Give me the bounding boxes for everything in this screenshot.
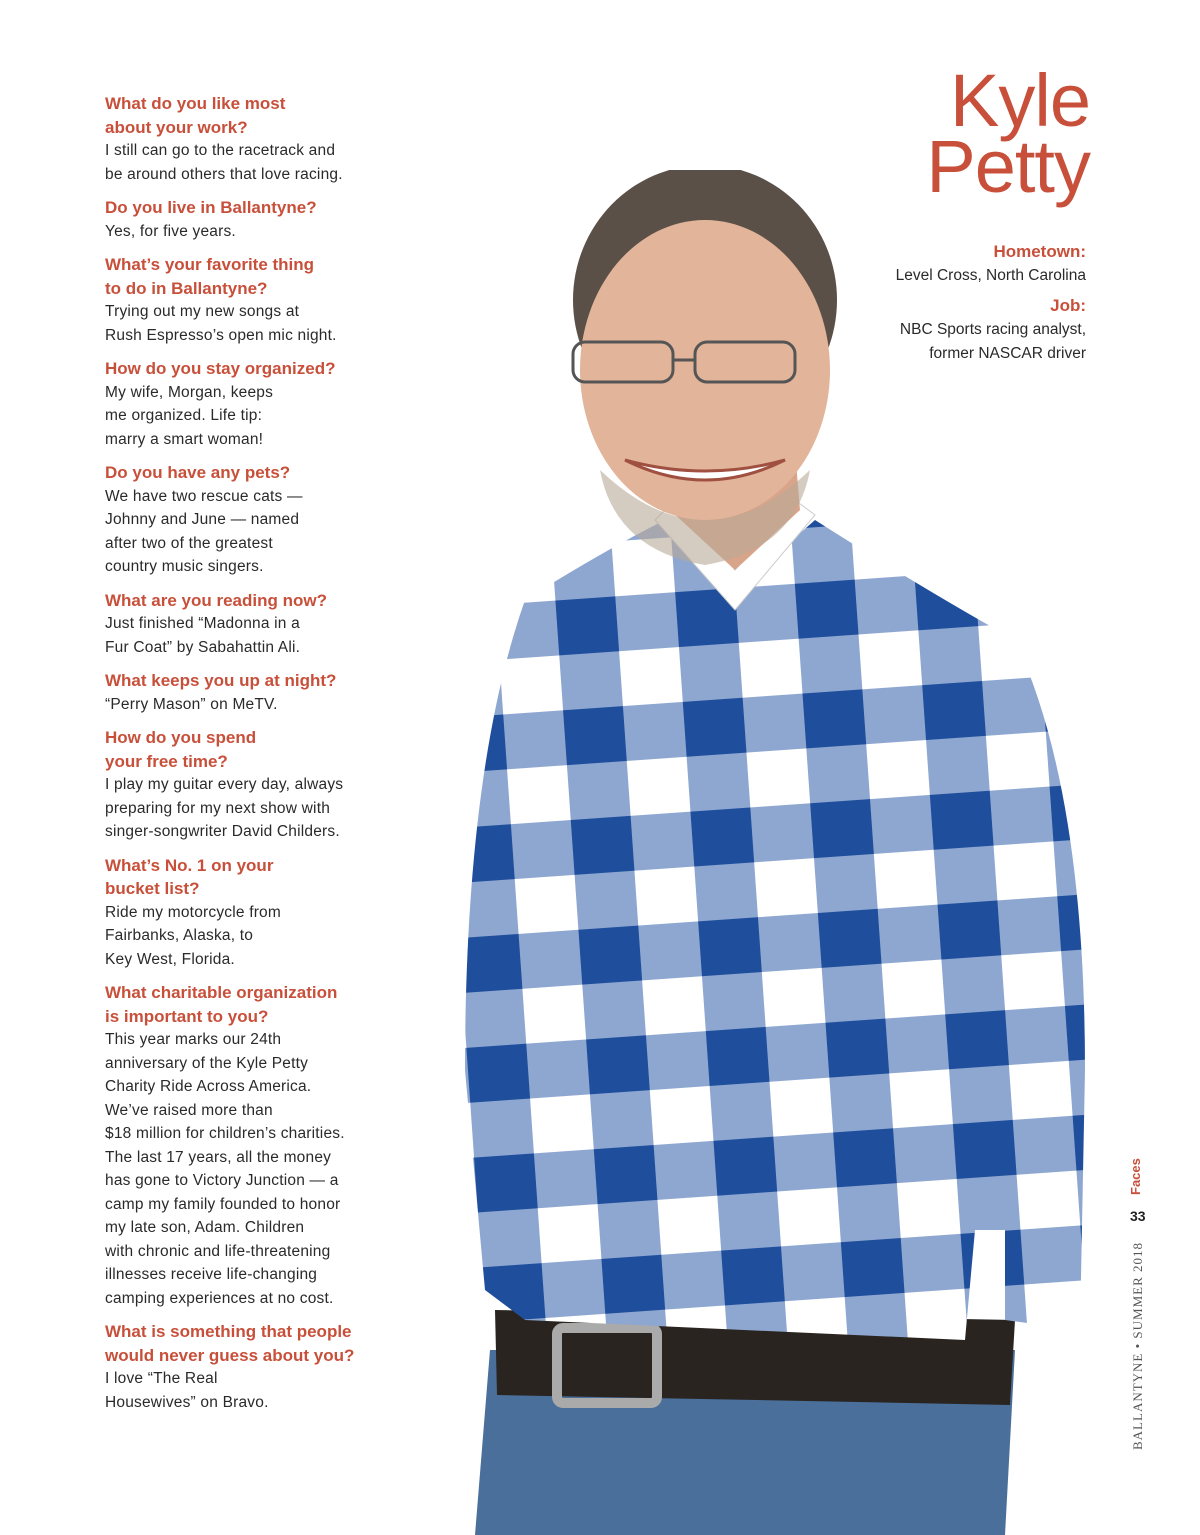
last-name: Petty (926, 125, 1090, 208)
answer: I play my guitar every day, always preparing for my next show with singer-songwriter David Childers. (105, 776, 344, 840)
question: What do you like most about your work? (105, 94, 286, 137)
qa-item (105, 461, 405, 579)
question: Do you have any pets? (105, 463, 291, 482)
question: Do you live in Ballantyne? (105, 198, 317, 217)
question: What is something that people would never guess about you? (105, 1322, 355, 1365)
page-number: 33 (1130, 1208, 1146, 1224)
answer: This year marks our 24th anniversary of the Kyle Petty Charity Ride Across America. We’ve raised more than $18 million for children’s charities. The last 17 years, all the money has gone to Victory Junction — a camp my family founded to honor my late son, Adam. Children with chronic and life-threatening illnesses receive life-changing camping experiences at no cost. (105, 1031, 345, 1307)
job-label: Job: (1050, 296, 1086, 315)
qa-item (105, 357, 405, 451)
answer: Trying out my new songs at Rush Espresso’s open mic night. (105, 303, 337, 344)
qa-item (105, 253, 405, 347)
section-label: Faces (1128, 1158, 1143, 1195)
answer: I still can go to the racetrack and be around others that love racing. (105, 142, 343, 183)
qa-item (105, 854, 405, 972)
question: How do you spend your free time? (105, 728, 257, 771)
question: What are you reading now? (105, 590, 327, 610)
answer: Yes, for five years. (105, 222, 236, 240)
answer: “Perry Mason” on MeTV. (105, 695, 278, 713)
qa-item (105, 981, 405, 1310)
question: What’s your favorite thing to do in Ballantyne? (105, 255, 315, 298)
qa-item (105, 669, 405, 716)
answer: Just finished “Madonna in a Fur Coat” by Sabahattin Ali. (105, 615, 301, 656)
qa-item (105, 196, 405, 243)
answer: My wife, Morgan, keeps me organized. Life tip: marry a smart woman! (105, 383, 274, 448)
question: How do you stay organized? (105, 359, 336, 378)
portrait-photo (405, 170, 1095, 1535)
qa-item (105, 726, 405, 844)
qa-item (105, 589, 405, 660)
qa-item (105, 92, 405, 186)
first-name: Kyle (950, 59, 1090, 142)
answer: We have two rescue cats — Johnny and June — named after two of the greatest country music singers. (105, 487, 303, 575)
job-value: NBC Sports racing analyst, former NASCAR driver (899, 321, 1086, 362)
answer: Ride my motorcycle from Fairbanks, Alaska, to Key West, Florida. (105, 903, 281, 968)
answer: I love “The Real Housewives” on Bravo. (105, 1370, 269, 1411)
question: What charitable organization is important to you? (105, 983, 338, 1026)
plaid-shirt (465, 520, 1085, 1340)
question: What’s No. 1 on your bucket list? (105, 855, 274, 898)
hometown-value: Level Cross, North Carolina (895, 267, 1086, 284)
hometown-label: Hometown: (993, 242, 1086, 261)
qa-column (105, 92, 405, 1424)
qa-item (105, 1320, 405, 1414)
question: What keeps you up at night? (105, 671, 337, 690)
